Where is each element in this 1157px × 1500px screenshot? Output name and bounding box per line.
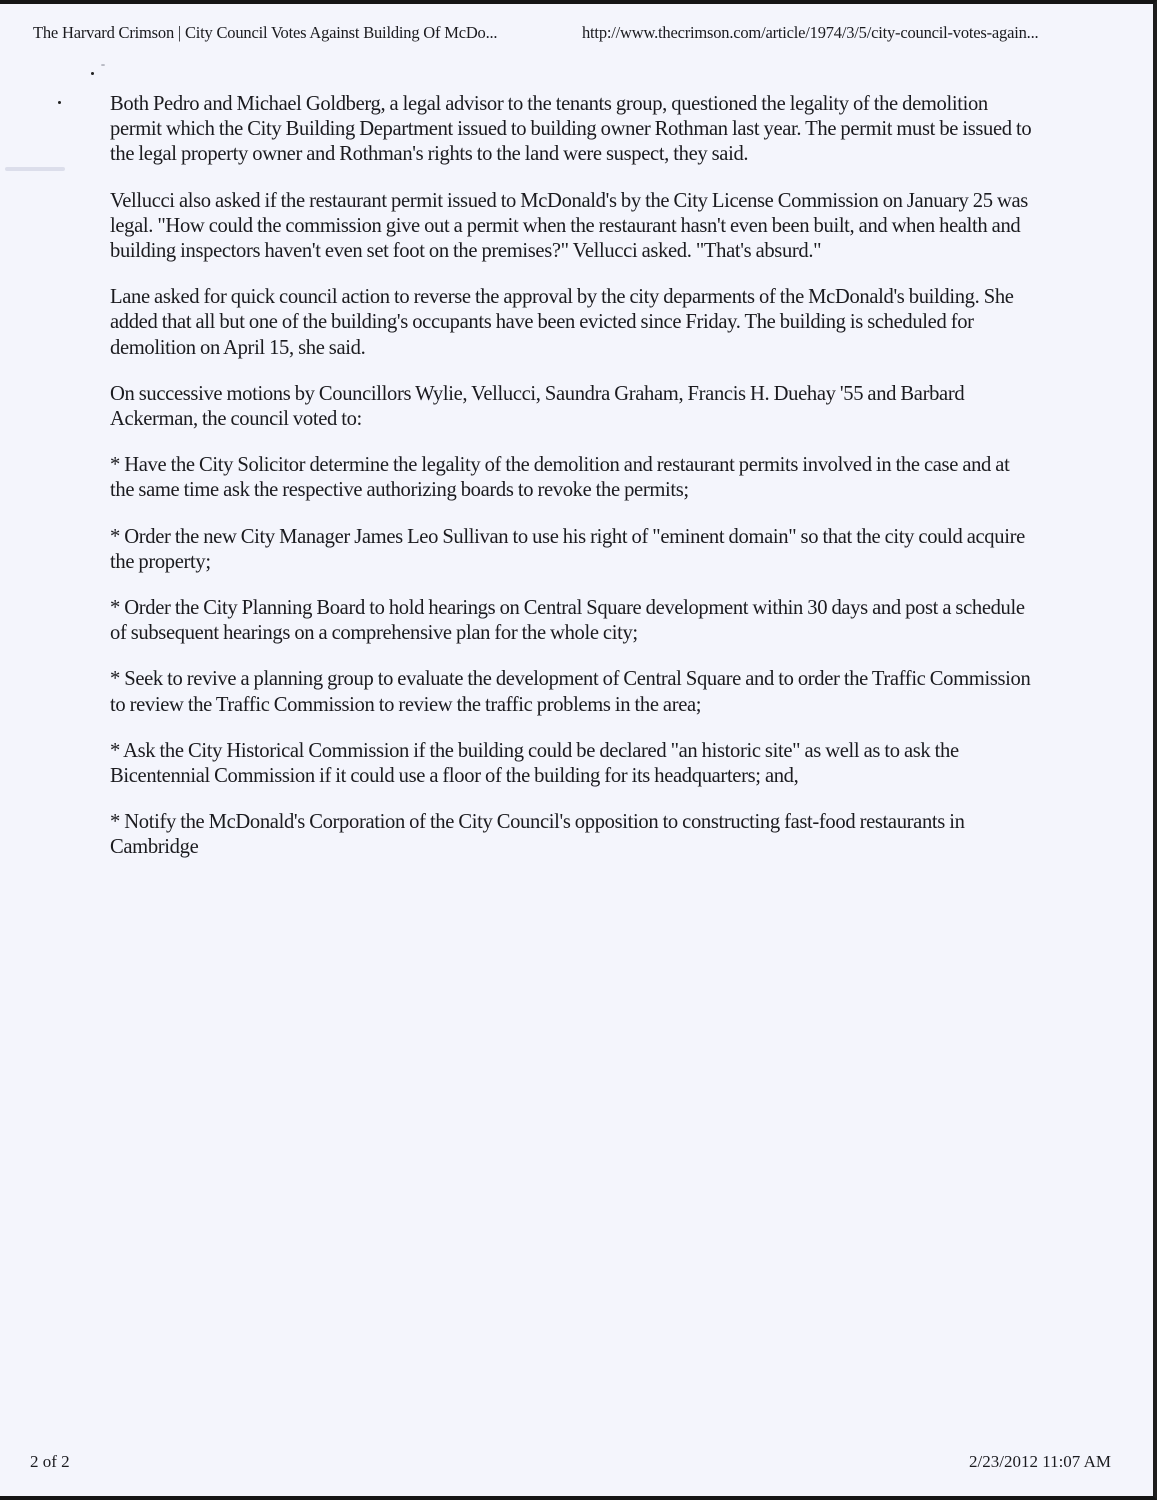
motion-item: * Have the City Solicitor determine the legality of the demolition and restaurant permits involved in the case and at the same time ask the respective authorizing boards to revoke the permits;: [110, 454, 1010, 502]
paragraph-restaurant-permit: Vellucci also asked if the restaurant permit issued to McDonald's by the City License Commission on January 25 was legal. "How could the commission give out a permit when the restaurant hasn't even been built, and when health and building inspectors haven't even set foot on the premises?" Vellucci asked. "That's absurd.": [110, 189, 1028, 263]
page-title: The Harvard Crimson | City Council Votes Against Building Of McDo...: [33, 23, 498, 42]
page-url: http://www.thecrimson.com/article/1974/3/5/city-council-votes-again...: [582, 23, 1039, 42]
paragraph-legality: Both Pedro and Michael Goldberg, a legal advisor to the tenants group, questioned the legality of the demolition permit which the City Building Department issued to building owner Rothman last year. The permit must be issued to the legal property owner and Rothman's rights to the land were suspect, they said.: [110, 93, 1032, 166]
motion-item: * Order the new City Manager James Leo Sullivan to use his right of "eminent domain" so that the city could acquire the property;: [110, 525, 1025, 573]
motion-item: * Notify the McDonald's Corporation of the City Council's opposition to constructing fast-food restaurants in Cambridge: [110, 811, 965, 859]
print-header: [33, 23, 1113, 45]
page-number: 2 of 2: [30, 1452, 70, 1471]
scan-speck-mark: [91, 72, 94, 75]
print-timestamp: 2/23/2012 11:07 AM: [969, 1452, 1111, 1471]
motion-item: * Order the City Planning Board to hold hearings on Central Square development within 30 days and post a schedule of subsequent hearings on a comprehensive plan for the whole city;: [110, 597, 1025, 645]
motion-item: * Ask the City Historical Commission if the building could be declared "an historic site" as well as to ask the Bicentennial Commission if it could use a floor of the building for its headquarters; and,: [110, 739, 959, 788]
paragraph-council-action: Lane asked for quick council action to reverse the approval by the city deparments of the McDonald's building. She added that all but one of the building's occupants have been evicted since Friday. The building is scheduled for demolition on April 15, she said.: [110, 286, 1014, 359]
scan-smudge: [5, 167, 65, 171]
scan-speck-mark: [101, 64, 105, 66]
motion-item: * Seek to revive a planning group to evaluate the development of Central Square and to order the Traffic Commission to review the Traffic Commission to review the traffic problems in the area;: [110, 668, 1031, 716]
paragraph-motions: On successive motions by Councillors Wylie, Vellucci, Saundra Graham, Francis H. Duehay '55 and Barbard Ackerman, the council voted to:: [110, 382, 965, 431]
article-body: [110, 92, 1035, 882]
bullet-dot-icon: [58, 101, 61, 104]
